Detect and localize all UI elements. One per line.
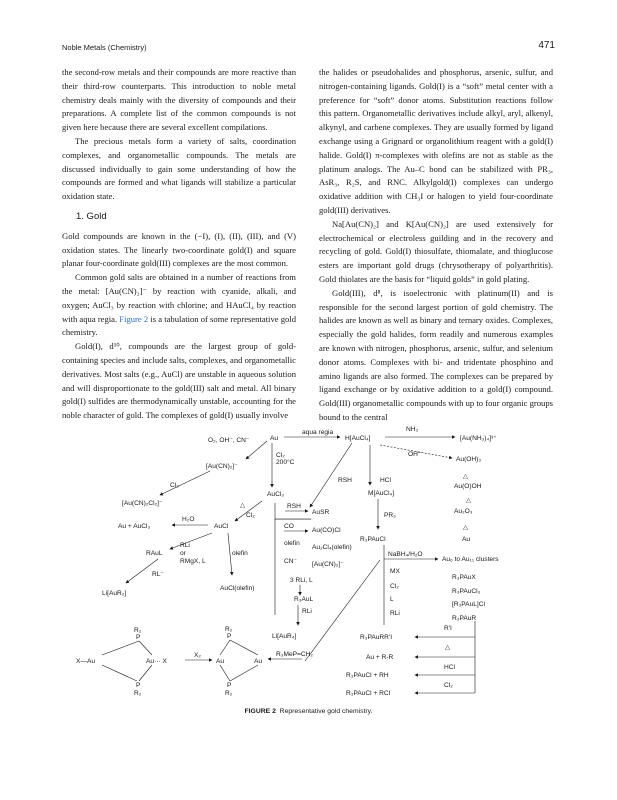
fig-label: Au + R-R	[366, 654, 394, 661]
page-number: 471	[538, 40, 555, 51]
fig-label: CN⁻	[284, 558, 298, 565]
fig-label: NH₃	[406, 426, 419, 433]
fig-label: P	[136, 682, 141, 689]
fig-label: R₃PAuR	[452, 615, 477, 622]
fig-label: P	[227, 682, 232, 689]
paragraph: the halides or pseudohalides and phosphorus, arsenic, sulfur, and nitrogen-containing ligands. Gold(I) is a “soft” metal center with a preference for “soft” donor atoms. Substitution reactions follow this pattern. Organometallic derivatives include alkyl, aryl, alkenyl, alkynyl, and carbene complexes. They are usually formed by ligand exchange using a Grignard or organolithium reagent with a gold(I) halide. Gold(I) π-complexes with olefins are not as stable as the platinum analogs. The Au–C bond can be stabilized with PR₃, AsR₃, R₂S, and RNC. Alkylgold(I) complexes can undergo oxidative addition with CH₃I or halogen to yield four-coordinate gold(III) derivatives.	[319, 67, 553, 215]
figure-link[interactable]: Figure 2	[119, 313, 149, 324]
fig-label: [Au(CN)₂Cl₂]⁻	[122, 500, 163, 507]
section-heading: 1. Gold	[76, 210, 107, 222]
fig-label: Au··· X	[146, 658, 167, 665]
fig-label: AuCl	[214, 523, 229, 530]
fig-label: △	[463, 524, 469, 531]
fig-label: aqua regia	[302, 429, 334, 436]
fig-label: AuSR	[312, 509, 330, 516]
fig-label: Au	[216, 658, 225, 665]
fig-label: RAuL	[146, 550, 163, 557]
right-column	[319, 66, 553, 425]
fig-label: △	[463, 473, 469, 480]
fig-label: NaBH₄/H₂O	[388, 551, 423, 558]
fig-label: L	[390, 596, 394, 603]
fig-label: PR₃	[384, 512, 396, 519]
fig-label: R₃PAuCl + RH	[346, 672, 389, 679]
fig-label: X₂	[194, 652, 201, 659]
fig-label: △	[466, 497, 472, 504]
fig-label: P	[136, 634, 141, 641]
running-title: Noble Metals (Chemistry)	[62, 43, 147, 52]
fig-label: [Au(NH₃)₄]³⁺	[460, 435, 497, 442]
fig-label: △	[445, 644, 451, 651]
fig-label: RSH	[287, 503, 301, 510]
fig-label: R₃PAuCl + RCl	[346, 690, 391, 697]
fig-label: HCl	[444, 664, 455, 671]
fig-label: Li[AuR₂]	[102, 590, 127, 597]
fig-label: RLi	[180, 542, 190, 549]
fig-label: RLi	[390, 610, 400, 617]
fig-label: RL⁻	[152, 571, 164, 578]
figure-caption: FIGURE 2 Representative gold chemistry.	[244, 708, 373, 715]
fig-label: Cl₂	[390, 583, 399, 590]
left-column	[62, 66, 296, 423]
paragraph: The precious metals form a variety of salts, coordination complexes, and organometallic compounds. The metals are discussed individually to gain some understanding of how the compounds are formed and what ligands will stabilize a particular oxidation state.	[62, 135, 296, 202]
paragraph: the second-row metals and their compounds are more reactive than their third-row counterparts. This introduction to noble metal chemistry deals mainly with the diversity of compounds and their preparations. A complete list of the common compounds is not given here because there are several excellent compilations.	[62, 67, 296, 133]
fig-label: R₂	[134, 627, 142, 634]
fig-label: 3 RLi, L	[290, 577, 313, 584]
fig-label: [R₃PAuL]Cl	[452, 601, 485, 608]
gold-chemistry-figure	[40, 425, 580, 730]
fig-label: or	[180, 550, 186, 557]
fig-label: R₂	[225, 690, 233, 697]
fig-label: Au(CO)Cl	[312, 527, 341, 534]
fig-label: olefin	[284, 540, 300, 547]
fig-label: Au₆ to Au₁₁ clusters	[442, 556, 499, 563]
fig-label: M[AuCl₄]	[368, 490, 395, 497]
fig-label: Au(OH)₃	[456, 456, 482, 463]
fig-label: R₃PAuCl	[360, 536, 386, 543]
fig-label: CO	[284, 523, 294, 530]
fig-label: 200°C	[276, 459, 295, 466]
fig-label: R'I	[444, 625, 452, 632]
paragraph: Gold compounds are known in the (−I), (I), (II), (III), and (V) oxidation states. The linearly two-coordinate gold(I) and square planar four-coordinate gold(III) complexes are the most common.	[62, 230, 296, 269]
fig-label: RLi	[302, 608, 312, 615]
fig-label: Cl₂	[276, 452, 285, 459]
paragraph: Gold(I), d¹⁰, compounds are the largest group of gold-containing species and include salts, complexes, and organometallic derivatives. Most salts (e.g., AuCl) are unstable in aqueous solution and will disproportionate to the gold(III) salt and metal. All binary gold(I) sulfides are thermodynamically unstable, accounting for the noble character of gold. The complexes of gold(I) usually involve	[62, 341, 296, 421]
fig-label: RMgX, L	[180, 558, 206, 565]
fig-label: X—Au	[76, 658, 96, 665]
fig-label: Au	[270, 435, 279, 442]
fig-label: olefin	[232, 550, 248, 557]
paragraph: Gold(III), d⁸, is isoelectronic with platinum(II) and is responsible for the second largest portion of gold chemistry. The halides are known as well as binary and ternary oxides. Complexes, especially the gold halides, form readily and numerous examples are known with nitrogen, phosphorus, arsenic, sulfur, and selenium donor atoms. Complexes with bi- and tridentate phosphino and amino ligands are also formed. The complexes can be prepared by ligand exchange or by oxidative addition to a gold(I) compound. Gold(III) organometallic compounds with up to four organic groups bound to the central	[319, 287, 553, 422]
fig-label: OH⁻	[408, 451, 422, 458]
fig-label: Au	[254, 658, 263, 665]
fig-label: Au(O)OH	[454, 483, 482, 490]
fig-label: R₃PAuRR'I	[360, 634, 393, 641]
fig-label: Au₂Cl₄(olefin)	[312, 544, 352, 551]
fig-label: AuCl(olefin)	[220, 585, 255, 592]
paragraph: Na[Au(CN)₂] and K[Au(CN)₂] are used extensively for electrochemical or electroless guilding and in the recovery and recycling of gold. Gold(I) thiosulfate, thiomalate, and thioglucose esters are important gold drugs (chrysotherapy of polyarthritis). Gold thiolates are the basis for “liquid golds” in gold plating.	[319, 218, 553, 284]
fig-label: HCl	[380, 477, 391, 484]
fig-label: R₂	[134, 690, 142, 697]
fig-label: △	[240, 502, 246, 509]
fig-label: R₃MeP=CH₂	[276, 651, 313, 658]
fig-label: R₂	[225, 626, 233, 633]
fig-label: [Au(CN)₂]⁻	[206, 463, 238, 470]
fig-label: R₃PAuX	[452, 574, 476, 581]
fig-label: R₃PAuCl₃	[452, 588, 481, 595]
fig-label: AuCl₃	[267, 491, 284, 498]
fig-label: Au₂O₃	[454, 508, 473, 515]
fig-label: P	[227, 633, 232, 640]
fig-label: [Au(CN)₂]⁻	[312, 561, 344, 568]
fig-label: Au	[462, 536, 471, 543]
fig-label: O₂, OH⁻, CN⁻	[208, 437, 250, 444]
fig-label: Cl₂	[444, 682, 453, 689]
fig-label: MX	[390, 568, 400, 575]
fig-label: H[AuCl₄]	[345, 435, 371, 442]
fig-label: Li[AuR₄]	[272, 633, 297, 640]
fig-label: R₃AuL	[294, 596, 314, 603]
paragraph: Common gold salts are obtained in a number of reactions from the metal: [Au(CN)₂]⁻ by reaction with cyanide, alkali, and oxygen; AuCl₃ by reaction with chlorine; and HAuCl₄ by reaction with aqua regia. Figure 2 is a tabulation of some representative gold chemistry.	[62, 272, 296, 338]
fig-label: H₂O	[182, 516, 195, 523]
fig-label: Au + AuCl₃	[118, 523, 151, 530]
fig-label: Cl₂	[170, 482, 179, 489]
fig-label: RSH	[338, 477, 352, 484]
fig-label: Cl₂	[246, 512, 255, 519]
